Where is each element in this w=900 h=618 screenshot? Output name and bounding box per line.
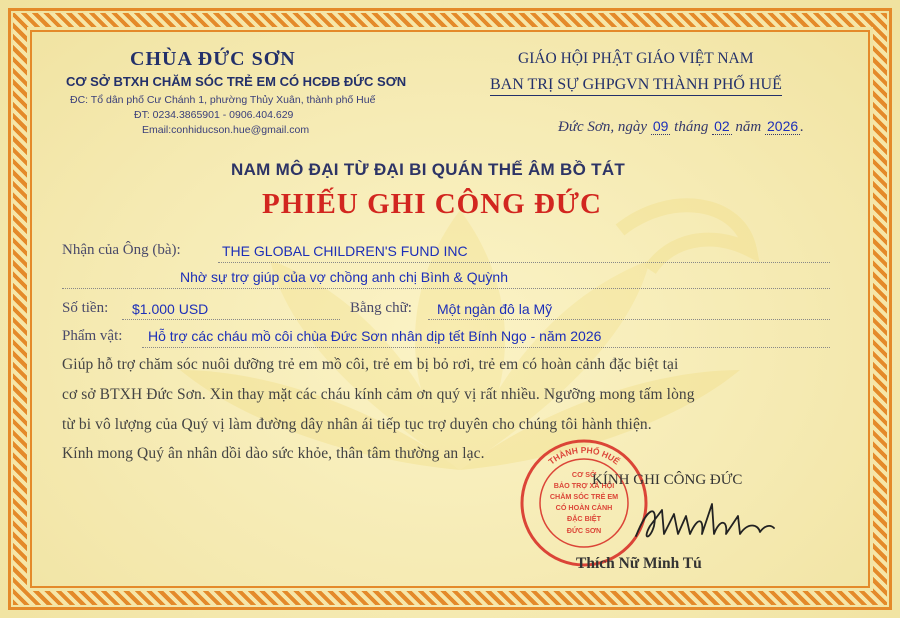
recipient-label: Nhận của Ông (bà): — [62, 242, 181, 258]
dotted-line — [218, 262, 830, 263]
date-prefix: Đức Sơn, ngày — [558, 119, 648, 135]
org-subtitle: CƠ SỞ BTXH CHĂM SÓC TRẺ EM CÓ HCĐB ĐỨC SƠN — [66, 74, 407, 89]
body-line: Giúp hỗ trợ chăm sóc nuôi dưỡng trẻ em mồ côi, trẻ em bị bỏ rơi, trẻ em có hoàn cảnh đặc biệt tại — [62, 356, 679, 373]
recipient-value: THE GLOBAL CHILDREN'S FUND INC — [222, 243, 468, 259]
issue-date — [558, 118, 804, 136]
dotted-line — [62, 288, 830, 289]
sangha-name: GIÁO HỘI PHẬT GIÁO VIỆT NAM — [518, 50, 754, 67]
homage-line: NAM MÔ ĐẠI TỪ ĐẠI BI QUÁN THẾ ÂM BỒ TÁT — [231, 160, 626, 179]
date-suffix: . — [800, 119, 804, 135]
words-value: Một ngàn đô la Mỹ — [437, 301, 553, 317]
stamp-line: ĐỨC SƠN — [566, 526, 602, 535]
date-year: 2026 — [767, 118, 799, 134]
handwritten-signature — [628, 496, 778, 548]
org-phone: ĐT: 0234.3865901 - 0906.404.629 — [134, 109, 294, 121]
date-day: 09 — [652, 118, 669, 134]
stamp-line: BẢO TRỢ XÃ HỘI — [553, 481, 615, 490]
words-label: Bằng chữ: — [350, 300, 412, 316]
signer-name: Thích Nữ Minh Tú — [576, 555, 702, 572]
stamp-line: CÓ HOÀN CẢNH — [555, 503, 613, 512]
dotted-line — [428, 319, 830, 320]
body-line: Kính mong Quý ân nhân dồi dào sức khỏe, thân tâm thường an lạc. — [62, 445, 485, 462]
body-line: cơ sở BTXH Đức Sơn. Xin thay mặt các cháu kính cảm ơn quý vị rất nhiều. Ngưỡng mong tấm lòng — [62, 386, 695, 403]
stamp-ring-text: THÀNH PHỐ HUẾ — [546, 444, 622, 467]
recipient-note: Nhờ sự trợ giúp của vợ chồng anh chị Bình & Quỳnh — [180, 269, 508, 285]
stamp-line: CHĂM SÓC TRẺ EM — [549, 492, 619, 501]
org-title: CHÙA ĐỨC SƠN — [130, 48, 296, 70]
date-month-label: tháng — [674, 119, 709, 135]
amount-value: $1.000 USD — [132, 301, 209, 317]
date-year-label: năm — [735, 119, 762, 135]
amount-label: Số tiền: — [62, 300, 109, 316]
item-value: Hỗ trợ các cháu mồ côi chùa Đức Sơn nhân dịp tết Bính Ngọ - năm 2026 — [148, 328, 602, 344]
stamp-line: CƠ SỞ — [571, 470, 597, 479]
sangha-board: BAN TRỊ SỰ GHPGVN THÀNH PHỐ HUẾ — [490, 76, 782, 96]
body-line: từ bi vô lượng của Quý vị làm đường dây nhân ái tiếp tục trợ duyên cho chúng tôi hành thiện. — [62, 416, 652, 433]
date-month: 02 — [714, 118, 730, 134]
signature-title: KÍNH GHI CÔNG ĐỨC — [592, 472, 743, 488]
item-label: Phẩm vật: — [62, 328, 123, 344]
org-address: ĐC: Tổ dân phố Cư Chánh 1, phường Thủy Xuân, thành phố Huế — [70, 94, 376, 106]
stamp-line: ĐẶC BIỆT — [567, 514, 601, 523]
org-email: Email:conhiducson.hue@gmail.com — [142, 124, 310, 136]
page-title: PHIẾU GHI CÔNG ĐỨC — [262, 188, 602, 220]
dotted-line — [142, 347, 830, 348]
dotted-line — [122, 319, 340, 320]
